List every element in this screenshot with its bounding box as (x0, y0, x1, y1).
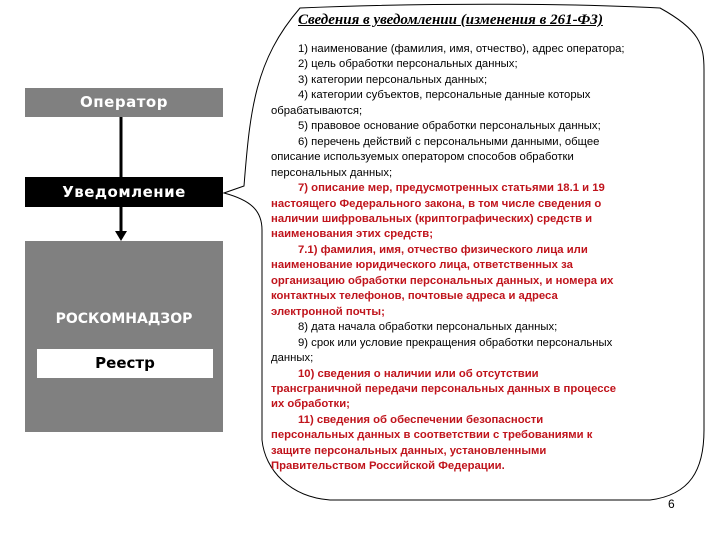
list-item (271, 73, 701, 88)
list-item (271, 42, 701, 57)
list-item-line: 6) перечень действий с персональными данными, общее (298, 135, 600, 148)
list-item-line: организацию обработки персональных данных, и номера их (271, 274, 614, 287)
page-number: 6 (668, 497, 675, 511)
list-item-line: 2) цель обработки персональных данных; (298, 58, 518, 71)
list-item-line: контактных телефонов, почтовые адреса и адреса (271, 290, 558, 303)
list-item (271, 413, 701, 475)
notification-box (25, 177, 223, 207)
list-item-line: наличии шифровальных (криптографических) средств и (271, 212, 593, 225)
regulator-box (25, 241, 223, 432)
list-item-line: 3) категории персональных данных; (298, 73, 488, 86)
list-item (271, 88, 701, 119)
list-item (271, 367, 701, 413)
list-item-line: 9) срок или условие прекращения обработки персональных (298, 336, 613, 349)
list-item-line: Правительством Российской Федерации. (271, 460, 505, 473)
list-item-line: данных; (271, 352, 314, 365)
list-item (271, 243, 701, 320)
list-item (271, 320, 701, 335)
list-item-line: 4) категории субъектов, персональные данные которых (298, 89, 591, 102)
list-item-line: наименования этих средств; (271, 228, 433, 241)
list-item-line: электронной почты; (271, 305, 385, 318)
list-item-line: 8) дата начала обработки персональных данных; (298, 321, 558, 334)
callout-title: Сведения в уведомлении (изменения в 261-ФЗ) (298, 12, 603, 28)
notification-label: Уведомление (62, 183, 186, 201)
list-item-line: защите персональных данных, установленными (271, 444, 547, 457)
list-item-line: 7) описание мер, предусмотренных статьями 18.1 и 19 (298, 182, 605, 195)
list-item-line: 1) наименование (фамилия, имя, отчество), адрес оператора; (298, 43, 625, 55)
list-item (271, 336, 701, 367)
operator-label: Оператор (80, 93, 168, 111)
list-item-line: обрабатываются; (271, 104, 363, 117)
list-item-line: 10) сведения о наличии или об отсутствии (298, 367, 539, 380)
list-item-line: персональных данных; (271, 166, 393, 179)
list-item (271, 181, 701, 243)
operator-box (25, 88, 223, 117)
list-item-line: персональных данных в соответствии с требованиями к (271, 429, 593, 442)
list-item (271, 135, 701, 181)
list-item (271, 57, 701, 72)
regulator-label: РОСКОМНАДЗОР (55, 311, 193, 327)
list-item-line: настоящего Федерального закона, в том числе сведения о (271, 197, 602, 210)
callout-content (271, 42, 701, 475)
registry-box: Реестр (37, 349, 213, 378)
list-item-line: 5) правовое основание обработки персональных данных; (298, 120, 601, 133)
list-item-line: описание используемых оператором способов обработки (271, 151, 574, 164)
list-item-line: 11) сведения об обеспечении безопасности (298, 413, 544, 426)
list-item-line: их обработки; (271, 398, 350, 411)
list-item-line: наименование юридического лица, ответственных за (271, 259, 573, 272)
arrow-down-icon (115, 231, 127, 241)
list-item (271, 119, 701, 134)
list-item-line: трансграничной передачи персональных данных в процессе (271, 382, 617, 395)
list-item-line: 7.1) фамилия, имя, отчество физического лица или (298, 243, 588, 256)
